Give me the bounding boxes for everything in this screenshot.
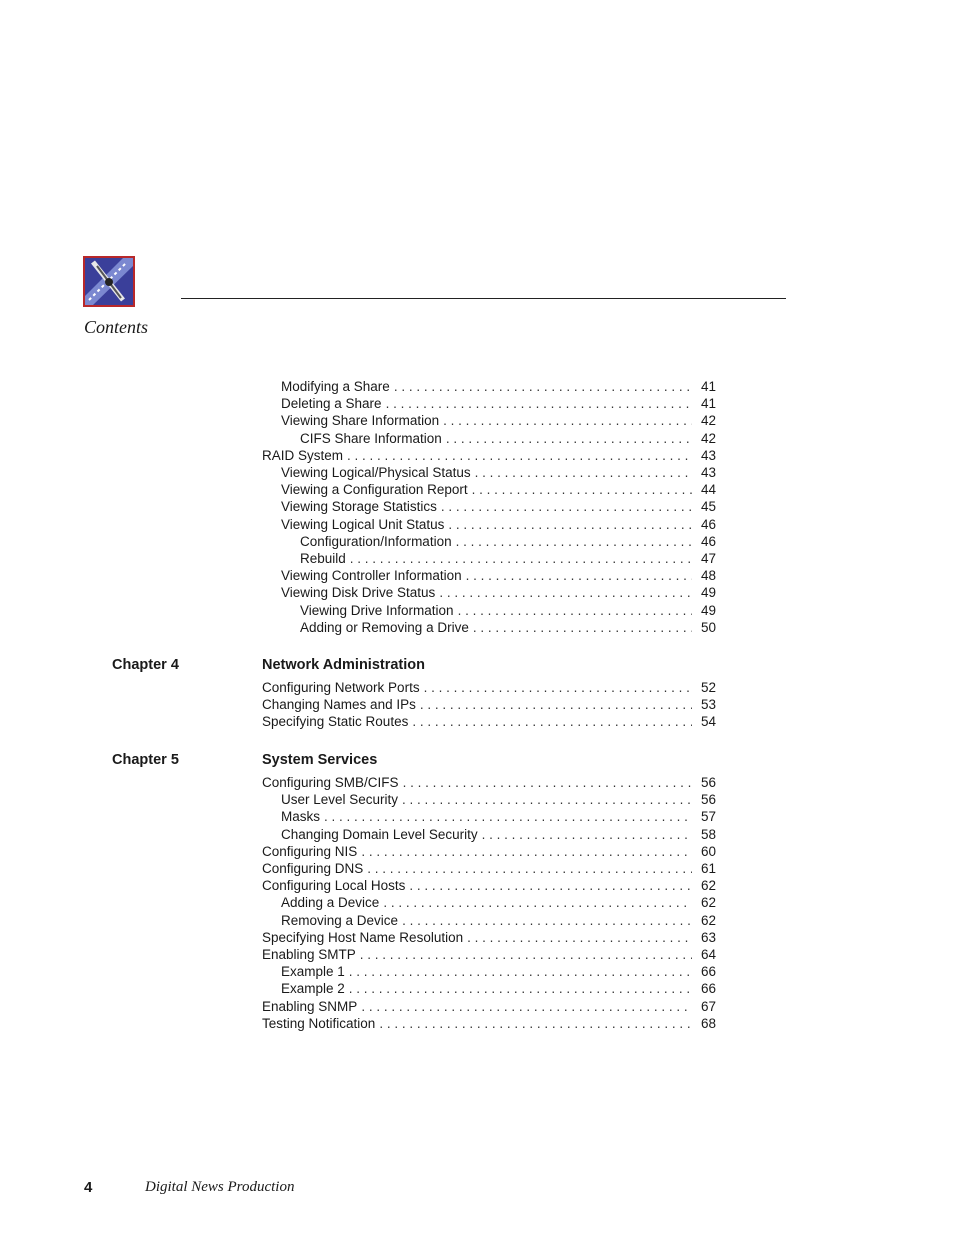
toc-leader-dots	[412, 713, 692, 730]
toc-entry-title: Viewing Logical/Physical Status	[281, 465, 471, 480]
chapter-title[interactable]: System Services	[262, 752, 378, 768]
toc-entry[interactable]	[300, 619, 692, 636]
toc-entry[interactable]	[281, 808, 692, 825]
toc-entry-title: Testing Notification	[262, 1015, 376, 1031]
book-title: Digital News Production	[145, 1179, 295, 1195]
toc-entry-title: Configuration/Information	[300, 533, 452, 549]
toc-page-number: 66	[700, 964, 716, 980]
toc-leader-dots	[472, 481, 692, 498]
chapter-label: Chapter 4	[112, 657, 179, 673]
toc-leader-dots	[466, 567, 692, 584]
toc-entry-title: Changing Domain Level Security	[281, 826, 478, 842]
toc-entry-title: Rebuild	[300, 551, 346, 566]
toc-entry-title: Enabling SMTP	[262, 947, 356, 962]
toc-page-number: 64	[700, 947, 716, 962]
toc-entry[interactable]	[262, 774, 692, 791]
toc-page-number: 67	[700, 998, 716, 1014]
toc-leader-dots	[403, 774, 692, 791]
toc-page-number: 41	[700, 396, 716, 412]
toc-entry[interactable]	[262, 946, 692, 963]
toc-entry[interactable]	[262, 1015, 692, 1032]
toc-leader-dots	[367, 860, 692, 877]
toc-entry[interactable]	[281, 894, 692, 911]
toc-entry-title: RAID System	[262, 447, 344, 463]
toc-entry[interactable]	[281, 584, 692, 601]
toc-entry[interactable]	[262, 843, 692, 860]
toc-leader-dots	[386, 395, 692, 412]
toc-page-number: 49	[700, 585, 716, 601]
toc-page-number: 53	[700, 697, 716, 713]
toc-entry[interactable]	[281, 516, 692, 533]
toc-entry-title: Removing a Device	[281, 912, 399, 928]
toc-leader-dots	[347, 447, 692, 464]
toc-entry-title: Masks	[281, 809, 321, 825]
toc-page-number: 52	[700, 680, 716, 695]
toc-leader-dots	[443, 412, 692, 429]
toc-page-number: 56	[700, 775, 716, 790]
toc-page-number: 42	[700, 413, 716, 429]
toc-entry[interactable]	[262, 877, 692, 894]
toc-entry[interactable]	[281, 912, 692, 929]
toc-entry[interactable]	[281, 963, 692, 980]
toc-leader-dots	[456, 533, 692, 550]
toc-entry-title: Specifying Host Name Resolution	[262, 929, 464, 945]
toc-entry[interactable]	[281, 826, 692, 843]
toc-leader-dots	[349, 963, 692, 980]
toc-page-number: 46	[700, 533, 716, 549]
toc-entry[interactable]	[281, 567, 692, 584]
toc-entry[interactable]	[281, 412, 692, 429]
toc-leader-dots	[475, 464, 692, 481]
toc-entry[interactable]	[281, 481, 692, 498]
toc-entry[interactable]	[262, 447, 692, 464]
chapter-label: Chapter 5	[112, 752, 179, 768]
toc-leader-dots	[467, 929, 692, 946]
toc-entry-title: User Level Security	[281, 792, 399, 808]
toc-entry-title: Viewing Share Information	[281, 413, 440, 429]
toc-page-number: 62	[700, 878, 716, 894]
toc-page-number: 43	[700, 465, 716, 480]
toc-entry[interactable]	[300, 550, 692, 567]
toc-leader-dots	[324, 808, 692, 825]
toc-page-number: 45	[700, 499, 716, 515]
toc-page-number: 44	[700, 482, 716, 498]
toc-leader-dots	[482, 826, 692, 843]
toc-page-number: 54	[700, 714, 716, 730]
toc-entry[interactable]	[262, 696, 692, 713]
toc-page-number: 68	[700, 1015, 716, 1031]
toc-leader-dots	[402, 912, 692, 929]
toc-page-number: 62	[700, 895, 716, 911]
toc-leader-dots	[402, 791, 692, 808]
toc-leader-dots	[350, 550, 692, 567]
toc-leader-dots	[361, 998, 692, 1015]
toc-entry[interactable]	[281, 378, 692, 395]
toc-page-number: 63	[700, 929, 716, 945]
toc-entry-title: Viewing Controller Information	[281, 568, 462, 584]
toc-leader-dots	[473, 619, 692, 636]
toc-entry-title: Configuring Network Ports	[262, 680, 420, 695]
toc-entry[interactable]	[262, 713, 692, 730]
toc-entry-title: Adding a Device	[281, 895, 380, 911]
toc-entry-title: Viewing a Configuration Report	[281, 482, 468, 498]
toc-leader-dots	[441, 498, 692, 515]
page-number: 4	[84, 1179, 93, 1196]
toc-entry-title: Adding or Removing a Drive	[300, 619, 469, 635]
toc-page-number: 46	[700, 516, 716, 532]
toc-entry[interactable]	[262, 679, 692, 696]
toc-entry-title: Deleting a Share	[281, 396, 382, 412]
toc-leader-dots	[420, 696, 692, 713]
toc-entry-title: Enabling SNMP	[262, 998, 358, 1014]
toc-leader-dots	[439, 584, 692, 601]
toc-leader-dots	[360, 946, 692, 963]
section-title: Contents	[84, 317, 149, 337]
toc-page-number: 50	[700, 619, 716, 635]
toc-leader-dots	[361, 843, 692, 860]
toc-entry[interactable]	[281, 980, 692, 997]
toc-entry-title: Viewing Drive Information	[300, 602, 454, 618]
toc-leader-dots	[383, 894, 692, 911]
toc-entry[interactable]	[281, 464, 692, 481]
toc-entry-title: Configuring Local Hosts	[262, 878, 406, 894]
toc-leader-dots	[448, 516, 692, 533]
toc-page-number: 47	[700, 551, 716, 566]
toc-entry[interactable]	[262, 929, 692, 946]
toc-entry-title: Specifying Static Routes	[262, 714, 409, 730]
toc-leader-dots	[349, 980, 692, 997]
toc-entry-title: CIFS Share Information	[300, 430, 442, 446]
toc-page-number: 57	[700, 809, 716, 825]
toc-entry[interactable]	[281, 395, 692, 412]
toc-entry[interactable]	[262, 860, 692, 877]
toc-entry-title: Example 2	[281, 981, 345, 997]
toc-entry[interactable]	[281, 498, 692, 515]
toc-entry[interactable]	[300, 602, 692, 619]
toc-leader-dots	[446, 430, 692, 447]
toc-leader-dots	[424, 679, 692, 696]
toc-page-number: 58	[700, 826, 716, 842]
toc-entry[interactable]	[262, 998, 692, 1015]
toc-entry[interactable]	[281, 791, 692, 808]
toc-leader-dots	[409, 877, 692, 894]
toc-page-number: 49	[700, 602, 716, 618]
toc-page-number: 56	[700, 792, 716, 808]
toc-entry[interactable]	[300, 533, 692, 550]
toc-entry-title: Example 1	[281, 964, 345, 980]
toc-page-number: 61	[700, 861, 716, 876]
toc-leader-dots	[379, 1015, 692, 1032]
toc-entry-title: Modifying a Share	[281, 379, 390, 394]
toc-page-number: 66	[700, 981, 716, 997]
toc-entry-title: Viewing Logical Unit Status	[281, 516, 445, 532]
toc-entry-title: Changing Names and IPs	[262, 697, 416, 713]
toc-page-number: 48	[700, 568, 716, 584]
toc-page-number: 41	[700, 379, 716, 394]
toc-page-number: 42	[700, 430, 716, 446]
toc-entry-title: Viewing Storage Statistics	[281, 499, 437, 515]
toc-leader-dots	[458, 602, 692, 619]
toc-leader-dots	[394, 378, 692, 395]
toc-page-number: 62	[700, 912, 716, 928]
toc-entry-title: Configuring DNS	[262, 861, 364, 876]
toc-page-number: 43	[700, 447, 716, 463]
chapter-title[interactable]: Network Administration	[262, 657, 426, 673]
toc-entry-title: Viewing Disk Drive Status	[281, 585, 436, 601]
toc-page-number: 60	[700, 843, 716, 859]
toc-entry-title: Configuring NIS	[262, 843, 358, 859]
toc-entry[interactable]	[300, 430, 692, 447]
toc-entry-title: Configuring SMB/CIFS	[262, 775, 399, 790]
